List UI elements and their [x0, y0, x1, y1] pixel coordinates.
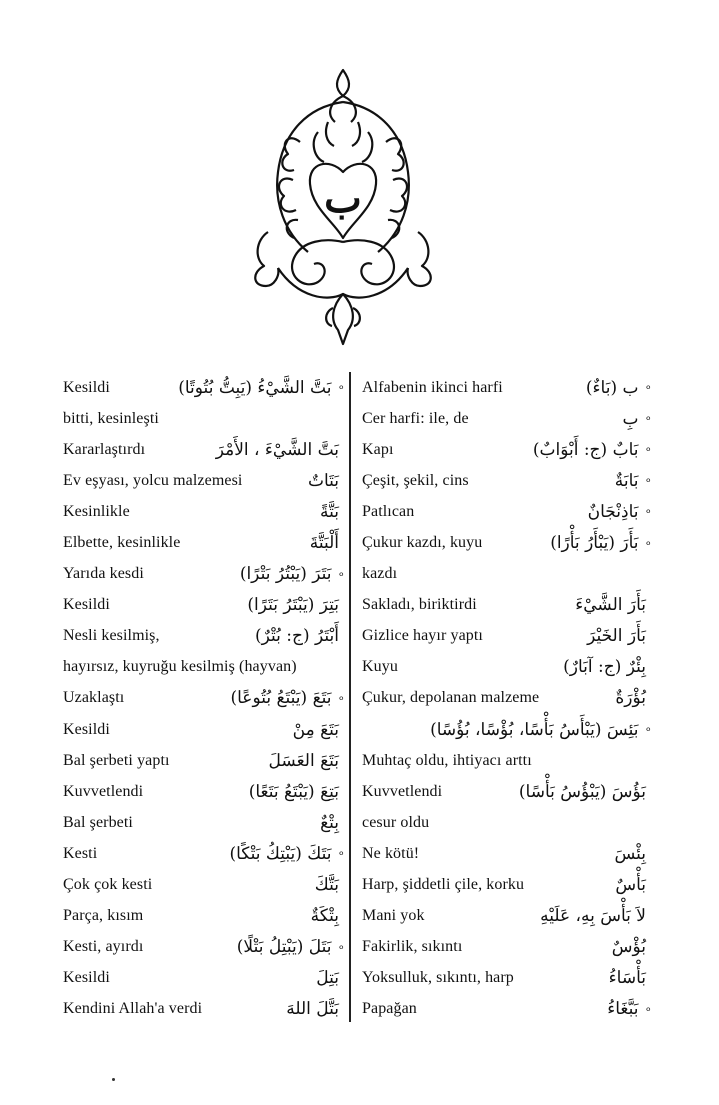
entry-arabic-headword: بَاذِنْجَانٌ — [587, 501, 639, 522]
entry-translation: Nesli kesilmiş, — [63, 627, 160, 645]
entry-arabic-headword: بِئْسَ — [614, 843, 646, 864]
entry-arabic-headword: بَئِسَ (يَبْأَسُ بَأْسًا، بُؤْسًا، بُؤُسًا) — [430, 719, 639, 740]
page-speck — [112, 1078, 115, 1081]
right-column — [362, 372, 652, 1025]
dictionary-entry — [63, 901, 345, 932]
dictionary-entry — [63, 994, 345, 1025]
entry-translation: Uzaklaştı — [63, 689, 125, 707]
entry-arabic-headword: بِتْعٌ — [320, 812, 339, 833]
dictionary-entry — [63, 745, 345, 776]
entry-translation: Kesti — [63, 844, 98, 862]
dictionary-entry — [362, 838, 652, 869]
entry-arabic-headword: بَتَّلَ اللهَ — [286, 999, 339, 1020]
entry-bullet: ∘ — [337, 380, 345, 395]
entry-arabic-headword: بَتَرَ (يَبْتُرُ بَتْرًا) — [239, 564, 332, 585]
dictionary-entry — [362, 963, 652, 994]
entry-translation: Ne kötü! — [362, 844, 420, 862]
entry-translation: Yarıda kesdi — [63, 565, 144, 583]
dictionary-entry — [362, 901, 652, 932]
dictionary-entry — [63, 838, 345, 869]
entry-arabic-headword: بَتَعَ (يَبْتَعُ بُتُوعًا) — [230, 688, 332, 709]
dictionary-entry — [362, 745, 652, 776]
column-divider — [349, 372, 351, 1022]
dictionary-entry — [63, 434, 345, 465]
entry-translation: Gizlice hayır yaptı — [362, 627, 483, 645]
entry-translation: Sakladı, biriktirdi — [362, 596, 477, 614]
ornament-illustration — [238, 62, 448, 352]
entry-translation: Kuvvetlendi — [63, 782, 144, 800]
entry-translation: bitti, kesinleşti — [63, 409, 159, 427]
entry-arabic-headword: بَبَّغَاءُ — [607, 999, 639, 1020]
entry-arabic-headword: بَأَرَ الشَّيْءَ — [575, 595, 646, 616]
dictionary-entry — [362, 527, 652, 558]
entry-translation: Yoksulluk, sıkıntı, harp — [362, 969, 514, 987]
entry-bullet: ∘ — [337, 690, 345, 705]
dictionary-entry — [362, 807, 652, 838]
entry-translation: Muhtaç oldu, ihtiyacı arttı — [362, 751, 532, 769]
entry-translation: Mani yok — [362, 907, 425, 925]
entry-bullet: ∘ — [337, 939, 345, 954]
dictionary-entry — [63, 714, 345, 745]
dictionary-entry — [362, 590, 652, 621]
entry-arabic-headword: بَتَعَ مِنْ — [292, 719, 339, 740]
entry-arabic-headword: بَؤُسَ (يَبْؤُسُ بَأْسًا) — [518, 781, 646, 802]
entry-bullet: ∘ — [644, 722, 652, 737]
entry-arabic-headword: بَتَكَ (يَبْتِكُ بَتْكًا) — [229, 843, 332, 864]
entry-bullet: ∘ — [337, 846, 345, 861]
entry-bullet: ∘ — [644, 411, 652, 426]
entry-translation: Kesildi — [63, 969, 110, 987]
entry-arabic-headword: بَتَلَ (يَبْتِلُ بَتْلًا) — [236, 937, 332, 958]
ornament-letter: ب — [324, 175, 362, 222]
dictionary-entry — [362, 776, 652, 807]
dictionary-entry — [362, 465, 652, 496]
dictionary-entry — [362, 714, 652, 745]
entry-arabic-headword: بَتِلَ — [316, 968, 339, 989]
entry-translation: Bal şerbeti yaptı — [63, 751, 170, 769]
entry-bullet: ∘ — [644, 535, 652, 550]
dictionary-entry — [362, 372, 652, 403]
dictionary-entry — [63, 372, 345, 403]
entry-arabic-headword: أَبْتَرُ (ج: بُتْرٌ) — [255, 626, 339, 647]
dictionary-entry — [63, 559, 345, 590]
dictionary-entry — [63, 652, 345, 683]
entry-translation: Ev eşyası, yolcu malzemesi — [63, 471, 243, 489]
entry-arabic-headword: بَتَاتٌ — [307, 470, 339, 491]
entry-bullet: ∘ — [644, 504, 652, 519]
entry-bullet: ∘ — [337, 566, 345, 581]
entry-translation: Kesinlikle — [63, 502, 130, 520]
dictionary-entry — [63, 590, 345, 621]
entry-translation: Parça, kısım — [63, 907, 144, 925]
entry-arabic-headword: بَأَرَ الخَيْرَ — [587, 626, 646, 647]
entry-translation: Fakirlik, sıkıntı — [362, 938, 463, 956]
entry-translation: Kuyu — [362, 658, 398, 676]
entry-translation: cesur oldu — [362, 813, 430, 831]
dictionary-entry — [362, 559, 652, 590]
dictionary-entry — [63, 776, 345, 807]
entry-bullet: ∘ — [644, 473, 652, 488]
dictionary-entry — [362, 870, 652, 901]
entry-arabic-headword: بَتَعَ العَسَلَ — [268, 750, 339, 771]
left-column — [63, 372, 345, 1025]
entry-translation: kazdı — [362, 565, 398, 583]
dictionary-entry — [362, 683, 652, 714]
entry-translation: Kararlaştırdı — [63, 440, 146, 458]
entry-arabic-headword: بَأَرَ (يَبْأَرُ بَأْرًا) — [550, 533, 639, 554]
entry-arabic-headword: بِتْكَةٌ — [310, 906, 339, 927]
entry-bullet: ∘ — [644, 442, 652, 457]
entry-arabic-headword: بَتَّ الشَّيْءَ ، الأَمْرَ — [215, 439, 339, 460]
entry-translation: Kendini Allah'a verdi — [63, 1000, 203, 1018]
entry-arabic-headword: بَتِعَ (يَبْتَعُ بَتَعًا) — [248, 781, 339, 802]
entry-arabic-headword: بُؤْسٌ — [611, 937, 646, 958]
dictionary-entry — [362, 652, 652, 683]
entry-arabic-headword: بَابٌ (ج: أَبْوَابٌ) — [532, 439, 639, 460]
entry-arabic-headword: بَأْسَاءُ — [608, 968, 646, 989]
entry-translation: Cer harfi: ile, de — [362, 409, 469, 427]
entry-bullet: ∘ — [644, 380, 652, 395]
dictionary-entry — [63, 963, 345, 994]
dictionary-entry — [63, 932, 345, 963]
entry-arabic-headword: بِئْرٌ (ج: آبَارٌ) — [563, 657, 646, 678]
entry-translation: Harp, şiddetli çile, korku — [362, 876, 525, 894]
entry-arabic-headword: بَابَةٌ — [614, 470, 639, 491]
entry-arabic-headword: بَتَّةً — [320, 501, 339, 522]
dictionary-entry — [63, 527, 345, 558]
entry-translation: Çeşit, şekil, cins — [362, 471, 469, 489]
entry-arabic-headword: بَتَّكَ — [314, 875, 339, 896]
dictionary-entry — [63, 496, 345, 527]
entry-arabic-headword: بَأْسٌ — [615, 875, 646, 896]
dictionary-entry — [63, 807, 345, 838]
entry-translation: Kesildi — [63, 378, 110, 396]
entry-arabic-headword: لاَ بَأْسَ بِهِ، عَلَيْهِ — [540, 906, 646, 927]
entry-bullet: ∘ — [644, 1001, 652, 1016]
entry-arabic-headword: ب (بَاءٌ) — [585, 377, 639, 398]
entry-translation: Kuvvetlendi — [362, 782, 443, 800]
entry-translation: Çukur, depolanan malzeme — [362, 689, 540, 707]
entry-translation: Alfabenin ikinci harfi — [362, 378, 503, 396]
entry-arabic-headword: بِ — [622, 408, 639, 429]
dictionary-entry — [63, 683, 345, 714]
dictionary-entry — [63, 403, 345, 434]
entry-translation: Kesildi — [63, 720, 110, 738]
entry-translation: Çok çok kesti — [63, 876, 153, 894]
entry-arabic-headword: أَلْبَتَّةَ — [309, 533, 339, 554]
dictionary-entry — [63, 870, 345, 901]
entry-translation: Elbette, kesinlikle — [63, 534, 181, 552]
entry-arabic-headword: بَتِرَ (يَبْتَرُ بَتَرًا) — [247, 595, 339, 616]
dictionary-entry — [63, 465, 345, 496]
dictionary-entry — [362, 621, 652, 652]
entry-translation: Kesti, ayırdı — [63, 938, 144, 956]
entry-arabic-headword: بَتَّ الشَّيْءُ (يَبِتُّ بُتُوتًا) — [178, 377, 332, 398]
dictionary-entry — [63, 621, 345, 652]
entry-translation: Papağan — [362, 1000, 417, 1018]
entry-translation: hayırsız, kuyruğu kesilmiş (hayvan) — [63, 658, 297, 676]
entry-arabic-headword: بُؤْرَةٌ — [615, 688, 646, 709]
dictionary-entry — [362, 434, 652, 465]
entry-translation: Bal şerbeti — [63, 813, 133, 831]
entry-translation: Patlıcan — [362, 502, 415, 520]
dictionary-entry — [362, 496, 652, 527]
dictionary-entry — [362, 932, 652, 963]
entry-translation: Kapı — [362, 440, 394, 458]
entry-translation: Çukur kazdı, kuyu — [362, 534, 483, 552]
entry-translation: Kesildi — [63, 596, 110, 614]
dictionary-entry — [362, 994, 652, 1025]
dictionary-entry — [362, 403, 652, 434]
